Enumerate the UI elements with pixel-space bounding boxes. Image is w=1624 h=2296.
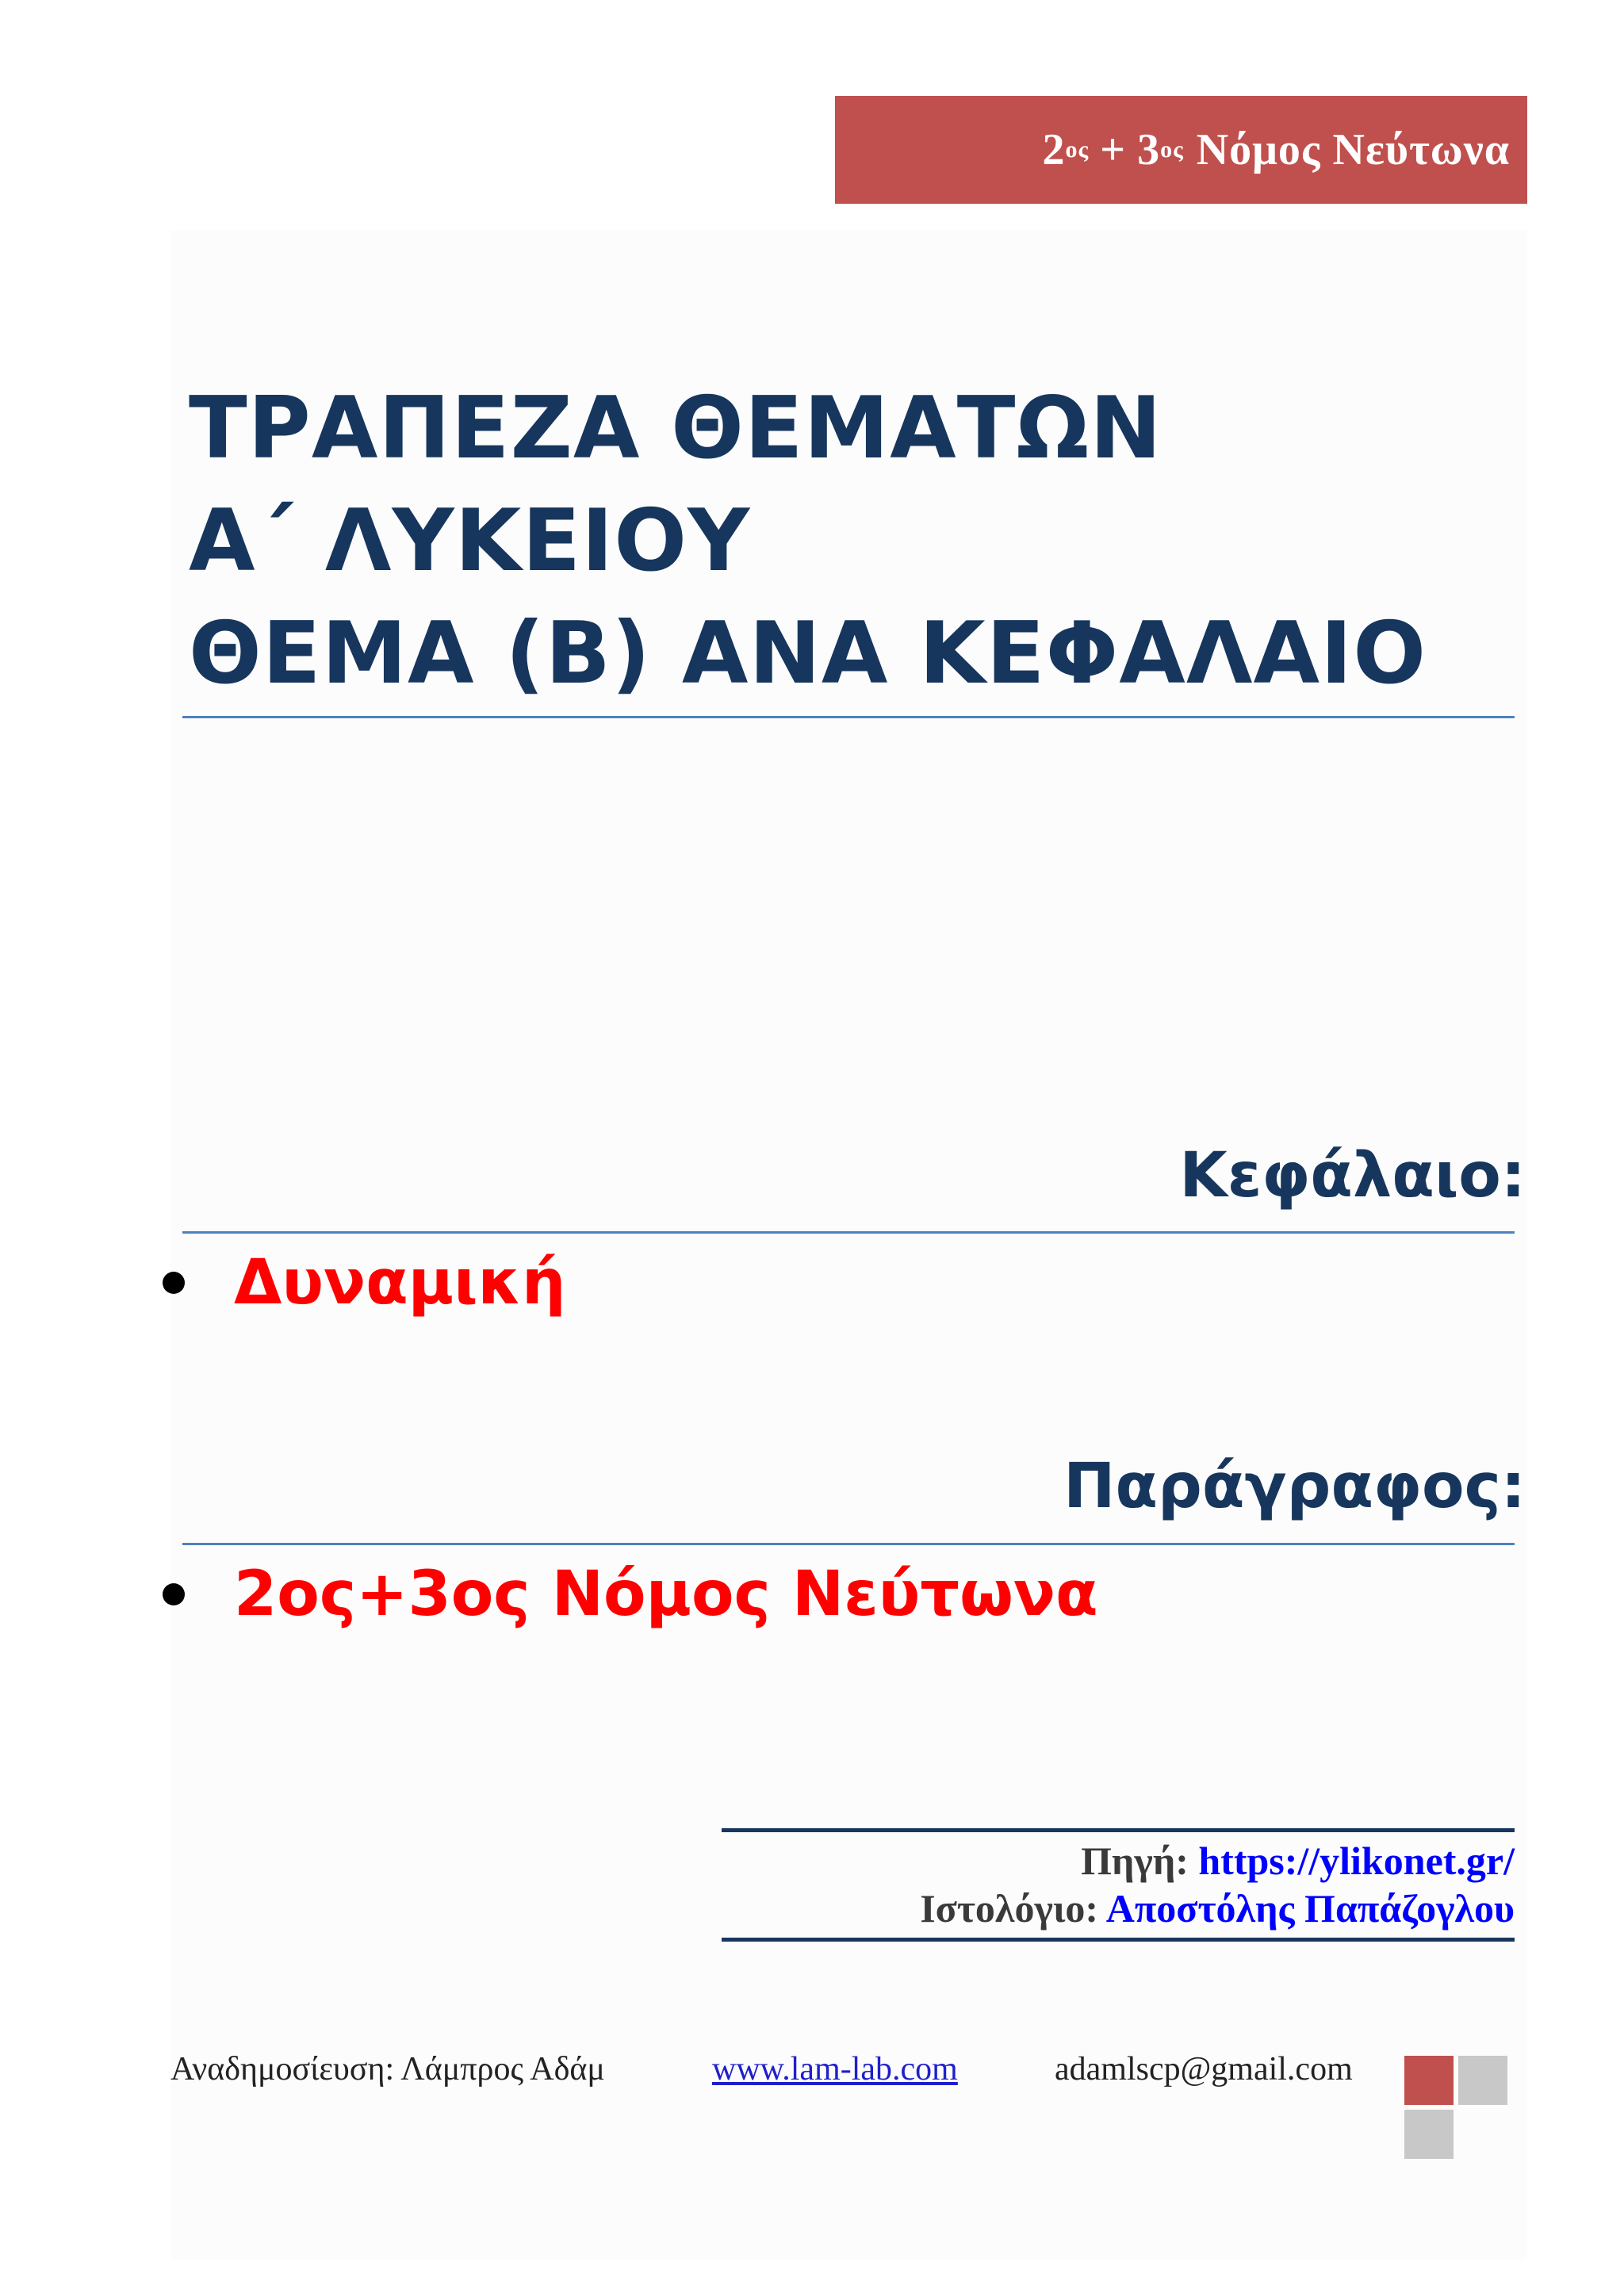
top-banner: 2 ος + 3 ος Νόμος Νεύτωνα	[835, 96, 1527, 204]
footer-website-link[interactable]: www.lam-lab.com	[712, 2051, 958, 2087]
paragraph-heading: Παράγραφος:	[1063, 1451, 1526, 1522]
bullet-icon	[163, 1583, 185, 1605]
logo-square-gray-1	[1458, 2056, 1507, 2105]
four-square-logo-icon	[1404, 2056, 1507, 2159]
title-line-3: ΘΕΜΑ (Β) ΑΝΑ ΚΕΦΑΛΑΙΟ	[189, 604, 1427, 703]
source-top-rule	[722, 1828, 1515, 1832]
chapter-heading: Κεφάλαιο:	[1179, 1140, 1526, 1211]
source-bottom-rule	[722, 1938, 1515, 1942]
source-link[interactable]: https://ylikonet.gr/	[1198, 1839, 1515, 1883]
footer-email: adamlscp@gmail.com	[1055, 2051, 1353, 2087]
banner-ordinal-1: 2	[1042, 125, 1066, 174]
paragraph-list-item	[163, 1559, 1098, 1630]
footer-republish: Αναδημοσίευση: Λάμπρος Αδάμ	[170, 2051, 605, 2087]
blog-author: Αποστόλης Παπάζογλου	[1105, 1886, 1515, 1931]
paragraph-item-text: 2ος+3ος Νόμος Νεύτωνα	[234, 1559, 1098, 1630]
document-title	[189, 373, 1427, 710]
title-line-1: ΤΡΑΠΕΖΑ ΘΕΜΑΤΩΝ	[189, 379, 1162, 478]
title-divider	[182, 716, 1515, 718]
source-label: Πηγή:	[1081, 1839, 1189, 1883]
bullet-icon	[163, 1272, 185, 1294]
title-line-2: Α΄ ΛΥΚΕΙΟΥ	[189, 492, 751, 591]
paragraph-divider	[182, 1543, 1515, 1545]
chapter-item-text: Δυναμική	[234, 1247, 566, 1318]
blog-label: Ιστολόγιο:	[920, 1886, 1099, 1931]
banner-plus: +	[1100, 125, 1127, 174]
source-line	[1081, 1838, 1515, 1884]
logo-square-gray-2	[1404, 2110, 1454, 2159]
logo-square-red	[1404, 2056, 1454, 2105]
chapter-list-item	[163, 1247, 566, 1318]
banner-title: Νόμος Νεύτωνα	[1196, 125, 1510, 174]
blog-line	[920, 1885, 1515, 1931]
chapter-divider	[182, 1231, 1515, 1234]
banner-ordinal-2: 3	[1137, 125, 1161, 174]
